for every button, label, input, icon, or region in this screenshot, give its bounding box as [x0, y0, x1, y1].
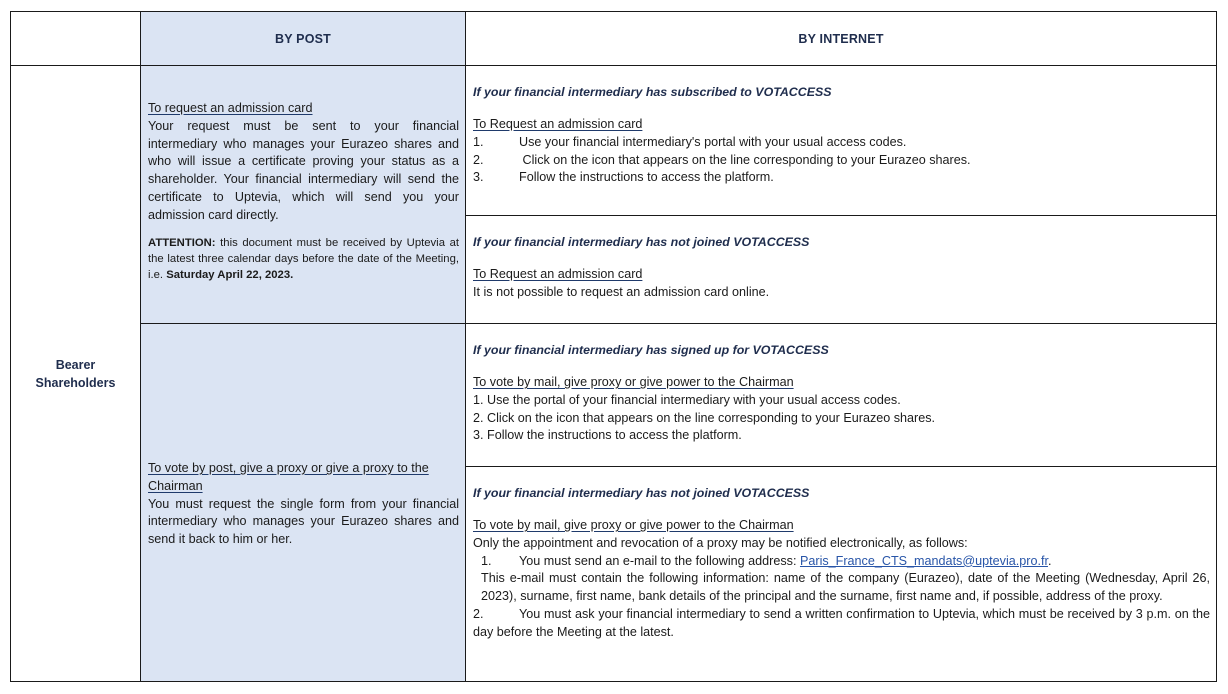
block4-heading: If your financial intermediary has not joined VOTACCESS [473, 486, 810, 500]
block1-item-3: 3. Follow the instructions to access the platform. [473, 170, 774, 185]
header-empty-cell [10, 11, 141, 66]
attention-date: Saturday April 22, 2023. [166, 268, 294, 281]
block4-item-1: 1. You must send an e-mail to the following address: Paris_France_CTS_mandats@uptevia.pro.fr. [481, 553, 1052, 568]
block1-subtitle: To Request an admission card [473, 117, 643, 131]
post-admission-title: To request an admission card [148, 101, 313, 115]
internet-block-not-joined-admission [465, 215, 1217, 324]
post-admission-cell [140, 65, 466, 324]
block3-item-2: 2. Click on the icon that appears on the line corresponding to your Eurazeo shares. [473, 410, 936, 425]
block3-subtitle: To vote by mail, give proxy or give power to the Chairman [473, 375, 794, 389]
block3-heading: If your financial intermediary has signed up for VOTACCESS [473, 343, 829, 357]
header-by-internet [465, 11, 1217, 66]
block4-item-2: 2. You must ask your financial intermediary to send a written confirmation to Uptevia, which must be received by 3 p.m. on the day before the Meeting at the latest. [473, 606, 1210, 639]
block4-intro: Only the appointment and revocation of a proxy may be notified electronically, as follows: [473, 535, 968, 550]
block2-heading: If your financial intermediary has not joined VOTACCESS [473, 235, 810, 249]
block3-item-3: 3. Follow the instructions to access the platform. [473, 428, 742, 443]
block2-body: It is not possible to request an admission card online. [473, 284, 770, 299]
block1-heading: If your financial intermediary has subscribed to VOTACCESS [473, 85, 832, 99]
block3-item-1: 1. Use the portal of your financial intermediary with your usual access codes. [473, 392, 901, 407]
header-by-post [140, 11, 466, 66]
block4-subtitle: To vote by mail, give proxy or give power to the Chairman [473, 518, 794, 532]
post-vote-body: You must request the single form from your financial intermediary who manages your Eurazeo shares and send it back to him or her. [148, 496, 459, 547]
post-vote-cell [140, 323, 466, 682]
block1-item-1: 1. Use your financial intermediary's portal with your usual access codes. [473, 134, 907, 149]
block2-subtitle: To Request an admission card [473, 267, 643, 281]
internet-block-signed-up [465, 323, 1217, 467]
post-admission-body: Your request must be sent to your financial intermediary who manages your Eurazeo shares and who will issue a certificate proving your status as a shareholder. Your financial intermediary will send the certificate to Uptevia, which will send you your admission card directly. [148, 118, 459, 222]
row-label: Bearer Shareholders [35, 357, 116, 390]
block1-item-2: 2. Click on the icon that appears on the line corresponding to your Eurazeo shares. [473, 152, 971, 167]
internet-block-not-joined-vote [465, 466, 1217, 682]
post-attention-note [148, 235, 459, 283]
email-link[interactable]: Paris_France_CTS_mandats@uptevia.pro.fr [799, 553, 1048, 568]
internet-block-subscribed [465, 65, 1217, 216]
header-by-post-label: BY POST [274, 31, 332, 46]
block4-item-1-detail: This e-mail must contain the following information: name of the company (Eurazeo), date of the Meeting (Wednesday, April 26, 2023), surname, first name, bank details of the principal and the surname, first name and, if possible, address of the proxy. [481, 571, 1210, 604]
attention-label: ATTENTION: [148, 236, 216, 249]
attention-body: this document must be received by Uptevia at the latest three calendar days before the date of the Meeting, i.e. [148, 236, 459, 281]
row-label-cell [10, 65, 141, 682]
header-by-internet-label: BY INTERNET [798, 31, 884, 46]
post-vote-title: To vote by post, give a proxy or give a proxy to the Chairman [148, 461, 429, 493]
